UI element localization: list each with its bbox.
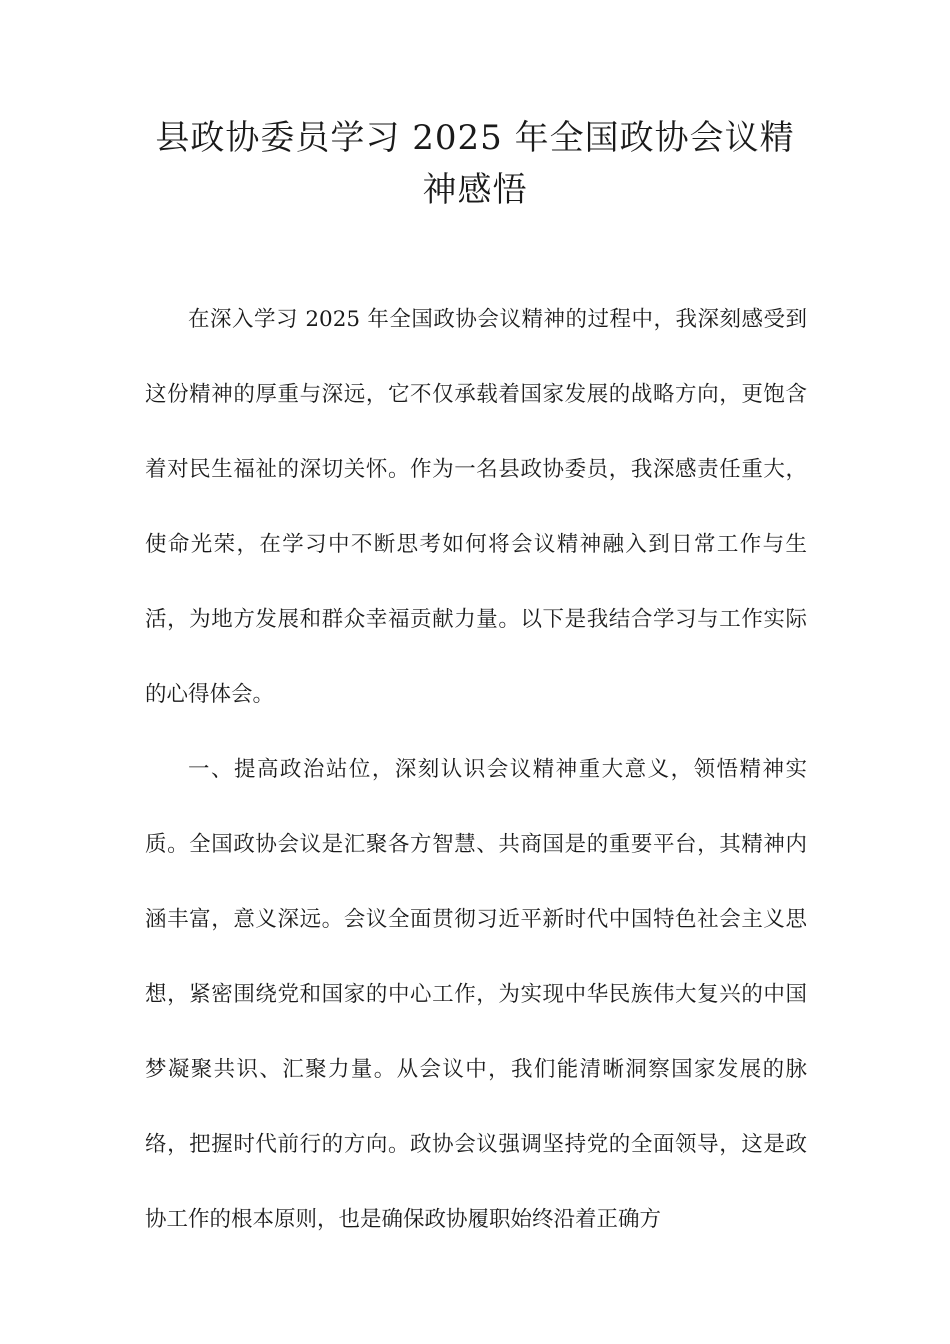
document-title: 县政协委员学习 2025 年全国政协会议精神感悟 [155,118,795,210]
document-body [145,282,807,1257]
paragraph-intro: 在深入学习 2025 年全国政协会议精神的过程中，我深刻感受到这份精神的厚重与深远，它不仅承载着国家发展的战略方向，更饱含着对民生福祉的深切关怀。作为一名县政协委员，我深感责任重大，使命光荣，在学习中不断思考如何将会议精神融入到日常工作与生活，为地方发展和群众幸福贡献力量。以下是我结合学习与工作实际的心得体会。 [145,307,807,707]
paragraph-section-one: 一、提高政治站位，深刻认识会议精神重大意义，领悟精神实质。全国政协会议是汇聚各方智慧、共商国是的重要平台，其精神内涵丰富，意义深远。会议全面贯彻习近平新时代中国特色社会主义思想，紧密围绕党和国家的中心工作，为实现中华民族伟大复兴的中国梦凝聚共识、汇聚力量。从会议中，我们能清晰洞察国家发展的脉络，把握时代前行的方向。政协会议强调坚持党的全面领导，这是政协工作的根本原则，也是确保政协履职始终沿着正确方 [145,757,807,1232]
